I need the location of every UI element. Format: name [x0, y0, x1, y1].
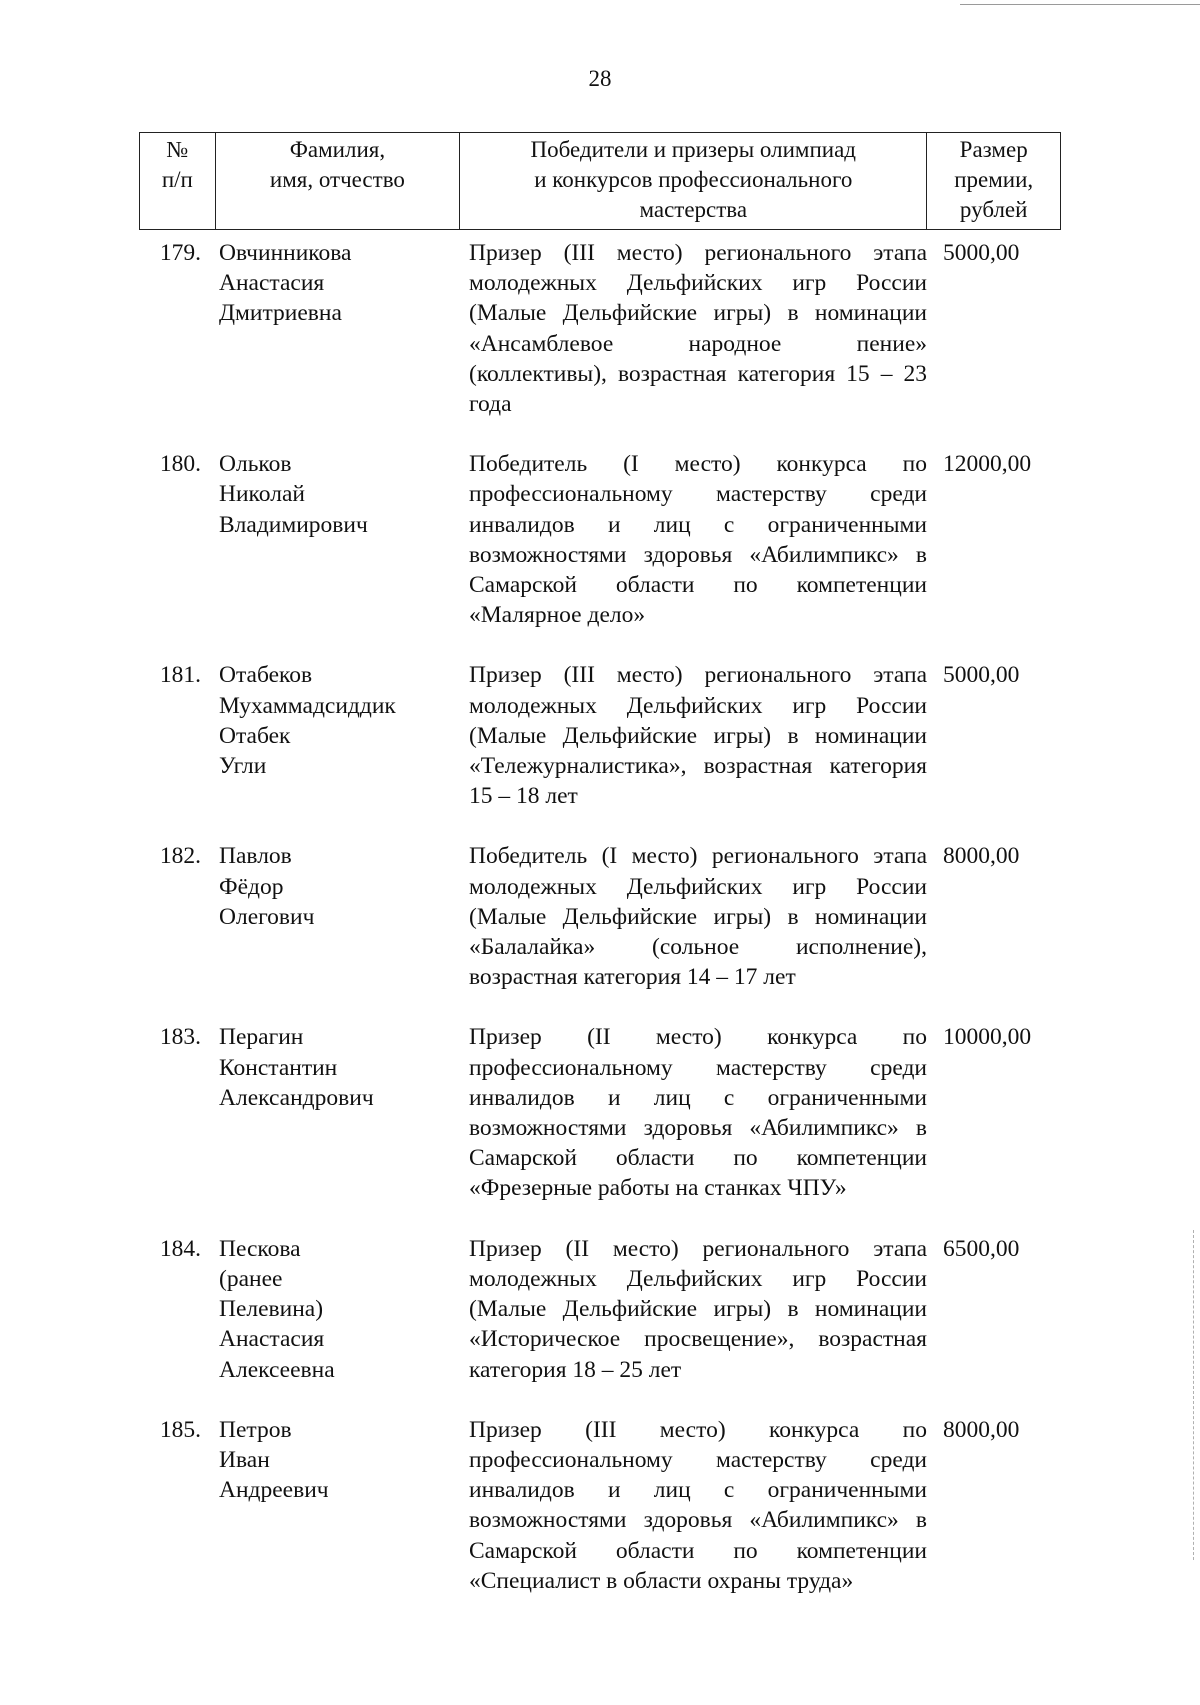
table-row — [139, 238, 1061, 419]
person-name — [209, 841, 455, 932]
header-name-line: Фамилия, — [289, 137, 386, 162]
table-row — [139, 1415, 1061, 1596]
header-prize-line: Размер — [959, 137, 1028, 162]
row-number: 181. — [159, 662, 201, 689]
page-number: 28 — [588, 66, 612, 91]
award-description: Призер (III место) конкурса по профессиональному мастерству среди инвалидов и лиц с ограниченными возможностями здоровья «Абилимпикс» в Самарской области по компетенции «Специалист в области охраны труда» — [469, 1416, 927, 1594]
award-list — [139, 238, 1061, 1626]
header-prize-column — [927, 133, 1061, 230]
prize-amount: 5000,00 — [943, 240, 1020, 266]
prize-amount: 8000,00 — [943, 843, 1020, 870]
name-part: Константин — [219, 1054, 338, 1081]
row-number: 185. — [159, 1416, 201, 1443]
person-name — [209, 449, 455, 540]
prize-amount: 6500,00 — [943, 1235, 1020, 1262]
header-number-line: п/п — [161, 167, 193, 192]
header-number-line: № — [166, 137, 189, 162]
header-description-line: мастерства — [639, 197, 748, 222]
table-row — [139, 449, 1061, 630]
name-part: Алексеевна — [219, 1356, 335, 1383]
name-part: Фёдор — [219, 873, 284, 900]
table-row — [139, 1022, 1061, 1203]
name-part: Отабек — [219, 722, 291, 749]
name-part: Андреевич — [219, 1477, 329, 1504]
header-prize-line: премии, — [954, 167, 1034, 192]
name-part: Олегович — [219, 903, 315, 930]
table-row — [139, 841, 1061, 992]
scan-edge-right — [1192, 1230, 1194, 1560]
award-description: Победитель (I место) конкурса по профессиональному мастерству среди инвалидов и лиц с ограниченными возможностями здоровья «Абилимпикс» в Самарской области по компетенции «Малярное дело» — [469, 451, 927, 629]
name-part: Анастасия — [219, 270, 325, 297]
header-description-column — [460, 133, 927, 230]
row-number: 184. — [159, 1235, 201, 1262]
row-number: 180. — [159, 451, 201, 478]
name-part: (ранее — [219, 1265, 283, 1292]
award-description: Призер (III место) регионального этапа молодежных Дельфийских игр России (Малые Дельфийские игры) в номинации «Ансамблевое народное пение» (коллективы), возрастная категория 15 – 23 года — [469, 240, 927, 418]
header-prize-line: рублей — [959, 197, 1028, 222]
name-part: Петров — [219, 1416, 292, 1443]
person-name — [209, 1415, 455, 1506]
name-part: Ольков — [219, 451, 292, 478]
name-part: Иван — [219, 1446, 270, 1473]
name-part: Дмитриевна — [219, 300, 342, 327]
name-part: Угли — [219, 753, 267, 780]
table-row — [139, 1234, 1061, 1385]
table-header — [139, 132, 1061, 230]
prize-amount: 5000,00 — [943, 662, 1020, 689]
name-part: Перагин — [219, 1024, 304, 1051]
person-name — [209, 1022, 455, 1113]
name-part: Отабеков — [219, 662, 313, 689]
name-part: Павлов — [219, 843, 292, 870]
name-part: Пескова — [219, 1235, 301, 1262]
award-description: Призер (II место) конкурса по профессиональному мастерству среди инвалидов и лиц с ограниченными возможностями здоровья «Абилимпикс» в Самарской области по компетенции «Фрезерные работы на станках ЧПУ» — [469, 1024, 927, 1202]
name-part: Анастасия — [219, 1326, 325, 1353]
name-part: Владимирович — [219, 511, 368, 538]
award-description: Призер (II место) регионального этапа молодежных Дельфийских игр России (Малые Дельфийские игры) в номинации «Историческое просвещение», возрастная категория 18 – 25 лет — [469, 1235, 927, 1383]
name-part: Овчинникова — [219, 240, 352, 266]
person-name — [209, 238, 455, 329]
name-part: Мухаммадсиддик — [219, 692, 396, 719]
prize-amount: 8000,00 — [943, 1416, 1020, 1443]
name-part: Пелевина) — [219, 1296, 324, 1323]
header-description-line: Победители и призеры олимпиад — [530, 137, 856, 162]
person-name — [209, 660, 455, 781]
scan-edge-top — [960, 4, 1200, 5]
row-number: 179. — [159, 240, 201, 266]
header-name-column — [215, 133, 460, 230]
header-number-column — [140, 133, 216, 230]
row-number: 183. — [159, 1024, 201, 1051]
award-description: Победитель (I место) регионального этапа молодежных Дельфийских игр России (Малые Дельфийские игры) в номинации «Балалайка» (сольное исполнение), возрастная категория 14 – 17 лет — [469, 843, 927, 991]
person-name — [209, 1234, 455, 1385]
header-description-line: и конкурсов профессионального — [534, 167, 853, 192]
name-part: Александрович — [219, 1084, 374, 1111]
award-description: Призер (III место) регионального этапа молодежных Дельфийских игр России (Малые Дельфийские игры) в номинации «Тележурналистика», возрастная категория 15 – 18 лет — [469, 662, 927, 810]
header-name-line: имя, отчество — [269, 167, 405, 192]
row-number: 182. — [159, 843, 201, 870]
prize-amount: 10000,00 — [943, 1024, 1032, 1051]
table-row — [139, 660, 1061, 811]
name-part: Николай — [219, 481, 305, 508]
prize-amount: 12000,00 — [943, 451, 1032, 478]
